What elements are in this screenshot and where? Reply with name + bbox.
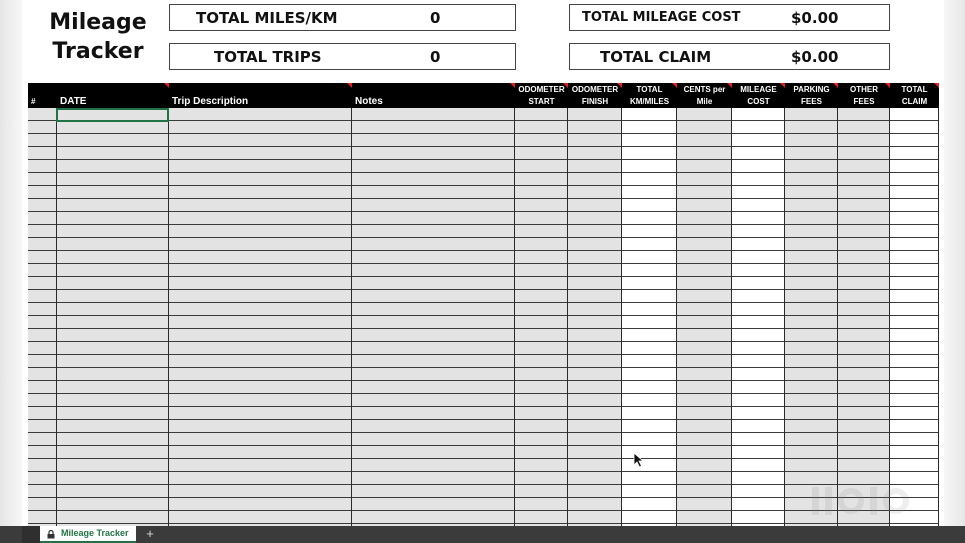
column-header-date[interactable]	[57, 83, 169, 108]
column-other-fees-cells[interactable]	[838, 108, 890, 526]
column-header-label-line2: FINISH	[581, 97, 609, 106]
mouse-cursor-icon	[633, 452, 645, 468]
total-trips-box	[169, 43, 516, 70]
column-row-number-cells[interactable]	[28, 108, 57, 526]
column-header-label-line2: CLAIM	[901, 97, 928, 106]
column-header-notes[interactable]	[352, 83, 515, 108]
column-header-text	[838, 84, 890, 108]
column-header-total-km-miles[interactable]	[622, 83, 677, 108]
sheet-tab-bar	[0, 526, 965, 543]
column-header-row-number[interactable]	[28, 83, 57, 108]
sheet-grid[interactable]	[28, 108, 939, 526]
total-trips-value: 0	[430, 47, 441, 66]
column-header-text	[732, 84, 785, 108]
column-mileage-cost-cells[interactable]	[732, 108, 785, 526]
column-total-km-miles-cells[interactable]	[622, 108, 677, 526]
column-header-total-claim[interactable]	[890, 83, 939, 108]
column-header-label: #	[31, 97, 36, 106]
column-header-label: Trip Description	[172, 96, 249, 107]
total-mileage-cost-value: $0.00	[791, 8, 839, 27]
app-title	[42, 8, 154, 66]
column-header-text	[515, 84, 568, 108]
comment-indicator-icon	[934, 83, 939, 88]
column-odometer-finish-cells[interactable]	[568, 108, 622, 526]
tab-scroll-area	[22, 526, 40, 543]
column-header-label-line2: COST	[747, 97, 770, 106]
column-header-label-line2: FEES	[801, 97, 822, 106]
total-claim-value: $0.00	[791, 47, 839, 66]
column-header-label-line2: FEES	[853, 97, 875, 106]
column-header-label-line1: OTHER	[850, 85, 878, 94]
column-header-text	[890, 84, 939, 108]
column-cents-per-mile-cells[interactable]	[677, 108, 732, 526]
column-header-label-line2: KM/MILES	[629, 97, 670, 106]
column-header-trip-description[interactable]	[169, 83, 352, 108]
add-sheet-button[interactable]: +	[146, 526, 154, 541]
column-date-cells[interactable]	[57, 108, 169, 526]
column-header-label-line2: START	[528, 97, 555, 106]
column-header-other-fees[interactable]	[838, 83, 890, 108]
total-trips-label: TOTAL TRIPS	[214, 47, 322, 66]
column-header-label-line1: PARKING	[793, 85, 830, 94]
column-header-mileage-cost[interactable]	[732, 83, 785, 108]
total-mileage-cost-box	[569, 4, 890, 31]
column-header-label-line1: MILEAGE	[740, 85, 777, 94]
column-header-label-line1: ODOMETER	[571, 85, 619, 94]
column-total-claim-cells[interactable]	[890, 108, 939, 526]
column-parking-fees-cells[interactable]	[785, 108, 838, 526]
column-header-odometer-start[interactable]	[515, 83, 568, 108]
total-miles-box	[169, 4, 516, 31]
column-header-label-line1: CENTS per	[683, 85, 726, 94]
total-claim-label: TOTAL CLAIM	[600, 47, 712, 66]
column-header-label-line1: TOTAL	[636, 85, 663, 94]
column-header-parking-fees[interactable]	[785, 83, 838, 108]
total-miles-label: TOTAL MILES/KM	[196, 8, 338, 27]
sheet-tab-mileage-tracker[interactable]	[40, 526, 136, 543]
selected-cell[interactable]	[56, 108, 169, 122]
right-margin	[944, 0, 965, 526]
column-header-text	[785, 84, 838, 108]
table-header-row	[28, 83, 939, 108]
lock-icon	[47, 530, 55, 539]
column-odometer-start-cells[interactable]	[515, 108, 568, 526]
app-title-line2: Tracker	[52, 39, 144, 64]
watermark-logo	[812, 482, 936, 520]
column-trip-description-cells[interactable]	[169, 108, 352, 526]
column-header-text	[677, 84, 732, 108]
column-header-text	[622, 84, 677, 108]
column-header-label-line1: ODOMETER	[518, 85, 565, 94]
column-header-label: Notes	[355, 96, 383, 107]
app-title-line1: Mileage	[49, 10, 147, 35]
total-claim-box	[569, 43, 890, 70]
left-margin	[0, 0, 22, 526]
column-notes-cells[interactable]	[352, 108, 515, 526]
total-miles-value: 0	[430, 8, 441, 27]
sheet-tab-label: Mileage Tracker	[61, 528, 129, 538]
column-header-label-line1: TOTAL	[901, 85, 928, 94]
column-header-cents-per-mile[interactable]	[677, 83, 732, 108]
column-header-text	[568, 84, 622, 108]
column-header-odometer-finish[interactable]	[568, 83, 622, 108]
column-header-label: DATE	[60, 96, 87, 107]
total-mileage-cost-label: TOTAL MILEAGE COST	[582, 10, 741, 25]
column-header-label-line2: Mile	[696, 97, 713, 106]
